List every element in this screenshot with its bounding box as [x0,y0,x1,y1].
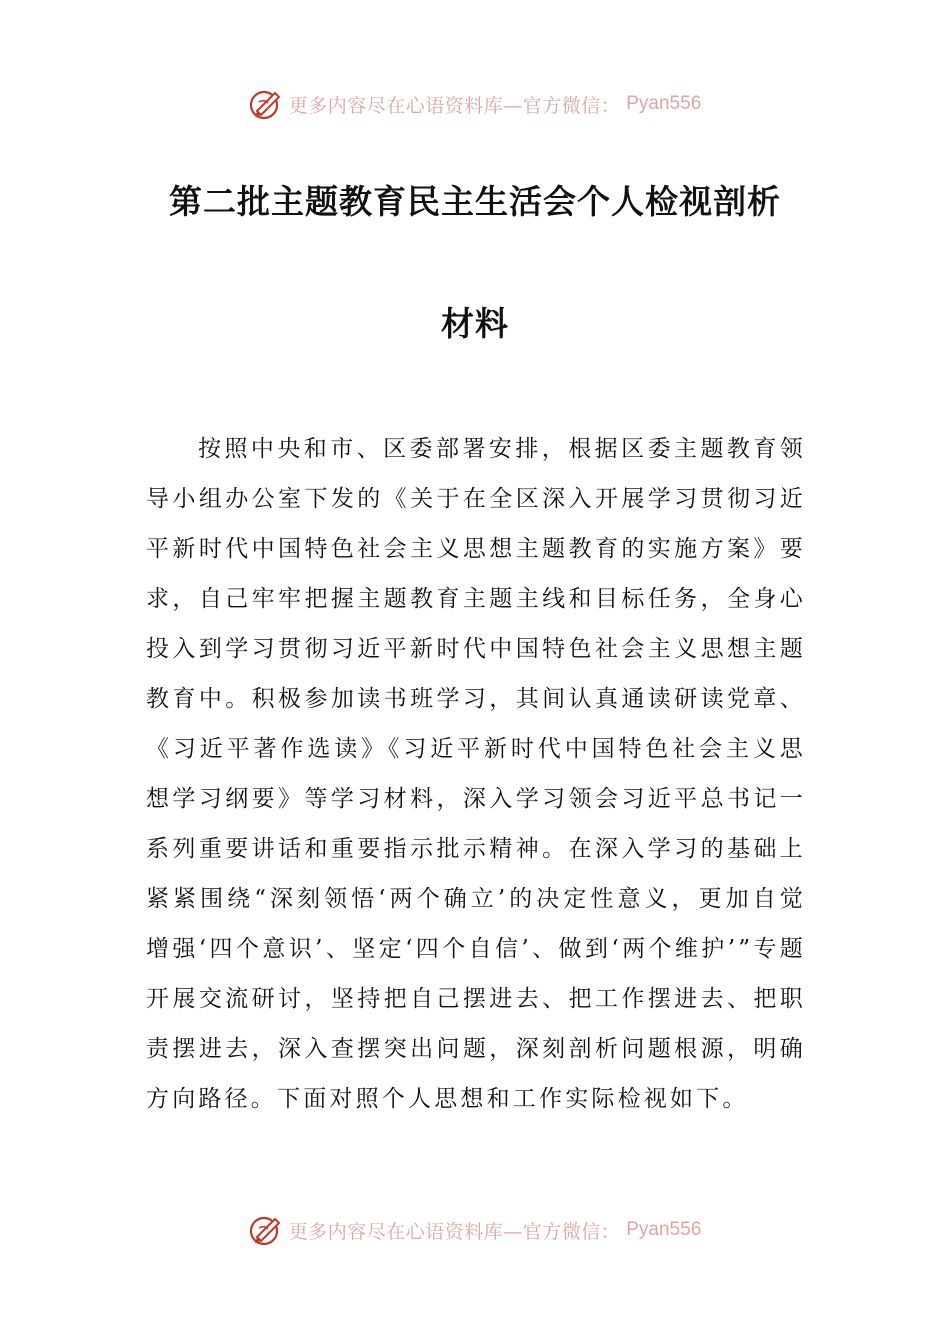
pen-logo-icon [249,87,283,121]
footer-banner-text: 更多内容尽在心语资料库—官方微信： [288,1220,621,1243]
document-title-line-2: 材料 [441,304,509,343]
document-title-line-1: 第二批主题教育民主生活会个人检视剖析 [169,182,781,221]
header-banner-wechat-id: Pyan556 [626,93,702,114]
header-banner-text: 更多内容尽在心语资料库—官方微信： [288,94,621,117]
header-watermark-banner [0,84,950,124]
footer-banner-wechat-id: Pyan556 [626,1219,702,1240]
document-body-paragraph: 按照中央和市、区委部署安排，根据区委主题教育领导小组办公室下发的《关于在全区深入开展学习贯彻习近平新时代中国特色社会主义思想主题教育的实施方案》要求，自己牢牢把握主题教育主题主线和目标任务，全身心投入到学习贯彻习近平新时代中国特色社会主义思想主题教育中。积极参加读书班学习，其间认真通读研读党章、《习近平著作选读》《习近平新时代中国特色社会主义思想学习纲要》等学习材料，深入学习领会习近平总书记一系列重要讲话和重要指示批示精神。在深入学习的基础上紧紧围绕“深刻领悟‘两个确立’的决定性意义，更加自觉增强‘四个意识’、坚定‘四个自信’、做到‘两个维护’”专题开展交流研讨，坚持把自己摆进去、把工作摆进去、把职责摆进去，深入查摆突出问题，深刻剖析问题根源，明确方向路径。下面对照个人思想和工作实际检视如下。 [146,436,806,1112]
footer-watermark-banner [0,1210,950,1250]
pen-logo-icon [249,1213,283,1247]
